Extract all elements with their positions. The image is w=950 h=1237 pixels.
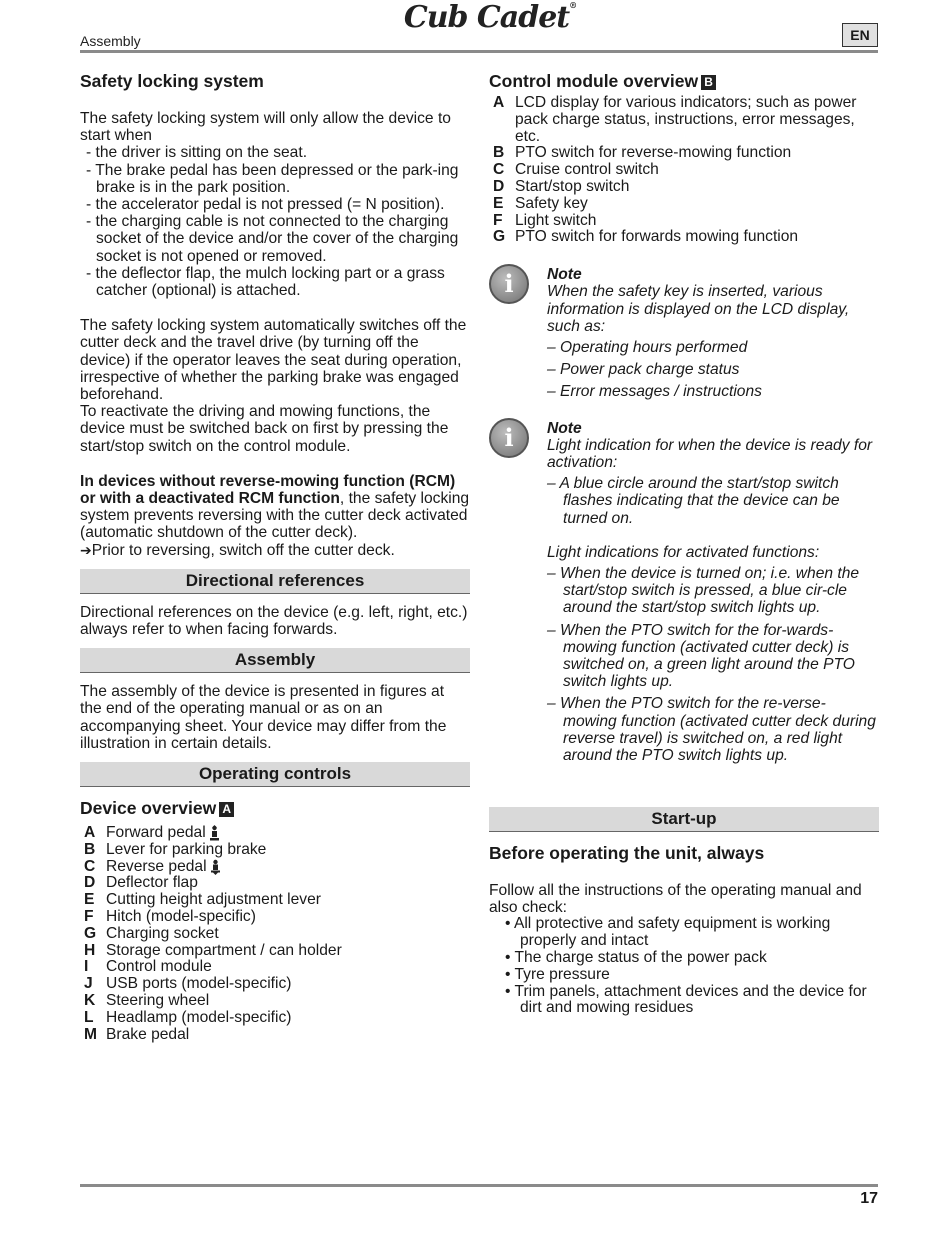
list-item: - the deflector flap, the mulch locking part or a grass catcher (optional) is attached. [80,265,470,299]
safety-heading: Safety locking system [80,71,264,91]
list-item: - the driver is sitting on the seat. [80,144,470,161]
note-text: Light indication for when the device is ready for activation: [547,436,873,471]
list-item: - The brake pedal has been depressed or the park-ing brake is in the park position. [80,162,470,196]
list-item: K Steering wheel [84,992,210,1010]
list-item: • All protective and safety equipment is working properly and intact [489,916,879,950]
list-item: E Safety key [493,194,588,212]
list-item: H Storage compartment / can holder [84,941,342,959]
language-badge: EN [842,23,878,47]
list-item: – When the device is turned on; i.e. when the start/stop switch is pressed, a blue cir-cle around the start/stop switch lights up. [547,565,879,617]
note-title: Note [547,266,582,284]
list-item: I Control module [84,958,212,976]
control-items [489,95,879,246]
list-item: E Cutting height adjustment lever [84,891,321,909]
assembly-heading: Assembly [80,648,470,673]
footer-divider [80,1184,878,1187]
control-module-heading: Control module overview B [489,70,879,92]
list-item: C Reverse pedal [80,859,470,876]
page-number: 17 [860,1190,878,1207]
safety-conditions [80,144,470,299]
rcm-instruction: ➔Prior to reversing, switch off the cutter deck. [80,541,395,559]
section-label: Assembly [80,33,141,49]
left-column [80,70,470,1043]
arrow-right-icon: ➔ [80,541,92,558]
note-text: Light indications for activated functions: [547,543,820,561]
before-operating-intro: Follow all the instructions of the operating manual and also check: [489,882,862,917]
list-item: M Brake pedal [84,1025,190,1043]
figure-badge: A [219,802,234,817]
list-item: G PTO switch for forwards mowing function [493,228,799,246]
checklist [489,916,879,1017]
device-items [80,825,470,1043]
forward-pedal-icon [209,825,220,841]
directional-text: Directional references on the device (e.g. left, right, etc.) always refer to when facing forwards. [80,603,468,639]
list-item: F Light switch [493,211,597,229]
list-item: B Lever for parking brake [84,840,267,858]
safety-paragraph: To reactivate the driving and mowing functions, the device must be switched back on first by pressing the start/stop switch on the control module. [80,403,449,455]
figure-badge: B [701,75,716,90]
right-column [489,70,879,769]
note-block [489,266,879,405]
list-item: F Hitch (model-specific) [84,908,256,926]
list-item: D Start/stop switch [493,177,630,195]
list-item: - the charging cable is not connected to the charging socket of the device and/or the cover of the charging socket is not opened or removed. [80,213,470,265]
list-item: G Charging socket [84,924,219,942]
list-item: – Operating hours performed [547,339,879,356]
list-item: • The charge status of the power pack [489,950,879,967]
list-item: • Trim panels, attachment devices and the device for dirt and mowing residues [489,984,879,1018]
list-item: - the accelerator pedal is not pressed (= N position). [80,196,470,213]
rcm-paragraph: In devices without reverse-mowing function (RCM) or with a deactivated RCM function, the safety locking system prevents reversing with the cutter deck activated (automatic shutdown of the cutter deck). [80,472,470,542]
list-item: – When the PTO switch for the for-wards-mowing function (activated cutter deck) is switched on, a green light around the PTO switch lights up. [547,622,879,691]
note-title: Note [547,419,582,437]
list-item: – When the PTO switch for the re-verse-mowing function (activated cutter deck during reverse travel) is switched on, a red light around the PTO switch lights up. [547,695,879,764]
note-block [489,420,879,770]
header-divider [80,50,878,53]
brand-logo: Cub Cadet® [403,0,577,35]
operating-controls-heading: Operating controls [80,762,470,787]
device-overview-heading: Device overview A [80,797,470,819]
note-text: When the safety key is inserted, various information is displayed on the LCD display, such as: [547,283,850,335]
list-item: • Tyre pressure [489,967,879,984]
assembly-text: The assembly of the device is presented in figures at the end of the operating manual or as on an accompanying sheet. Your device may differ from the illustration in certain details. [80,683,447,752]
info-icon: i [489,264,529,304]
list-item: J USB ports (model-specific) [84,975,292,993]
list-item: – Error messages / instructions [547,383,879,400]
list-item: – Power pack charge status [547,361,879,378]
startup-section [489,807,879,1017]
reverse-pedal-icon [210,859,221,875]
list-item: A LCD display for various indicators; such as power pack charge status, instructions, error messages, etc. [493,94,857,145]
list-item: L Headlamp (model-specific) [84,1008,292,1026]
before-operating-heading: Before operating the unit, always [489,843,765,863]
list-item: – A blue circle around the start/stop switch flashes indicating that the device can be turned on. [547,475,879,527]
list-item: A Forward pedal [80,825,470,842]
list-item: D Deflector flap [84,874,198,892]
startup-heading: Start-up [489,807,879,832]
list-item: C Cruise control switch [493,161,659,179]
directional-heading: Directional references [80,569,470,594]
safety-intro: The safety locking system will only allow the device to start when [80,110,451,145]
safety-paragraph: The safety locking system automatically switches off the cutter deck and the travel drive (by turning off the device) if the operator leaves the seat during operation, irrespective of whether the parking brake was engaged beforehand. [80,317,467,404]
list-item: B PTO switch for reverse-mowing function [493,144,792,162]
info-icon: i [489,418,529,458]
